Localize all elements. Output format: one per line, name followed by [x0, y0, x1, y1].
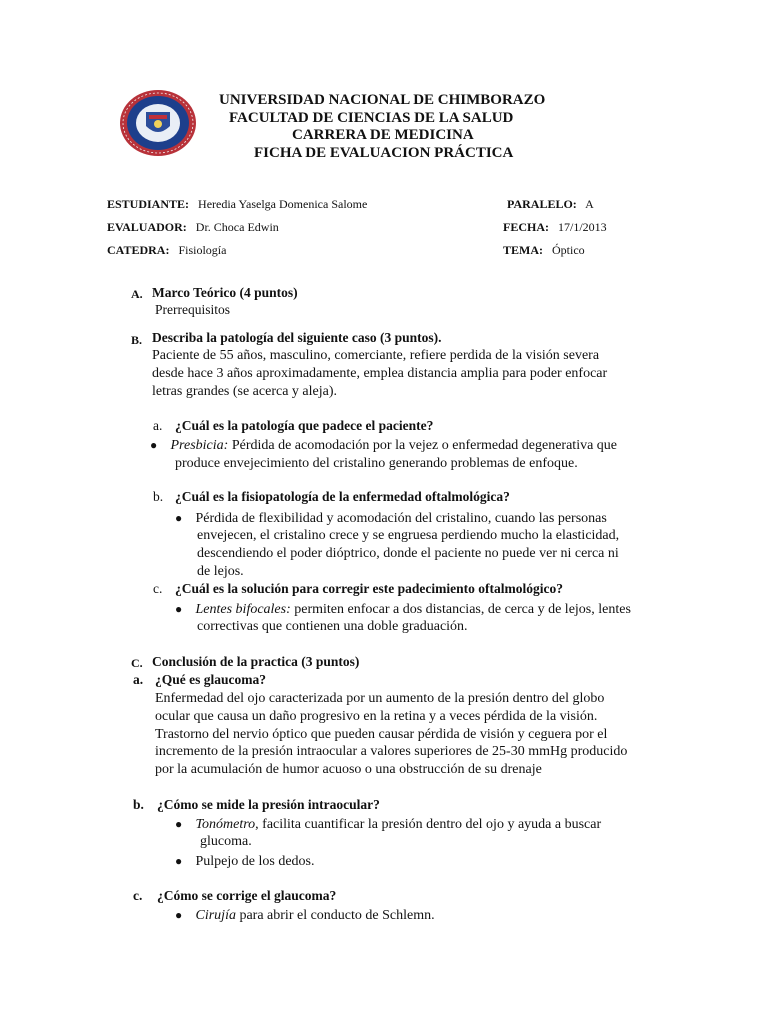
date-value: 17/1/2013 [558, 220, 607, 234]
question-c-marker: c. [153, 581, 163, 596]
conclusion-a-line: Trastorno del nervio óptico que pueden causar pérdida de visión y ceguera por el [155, 727, 608, 742]
header-form-title: FICHA DE EVALUACION PRÁCTICA [254, 145, 514, 161]
conclusion-b-item2: Pulpejo de los dedos. [195, 854, 315, 869]
section-c-title: Conclusión de la practica (3 puntos) [152, 654, 360, 669]
conclusion-a-line: por la acumulación de humor acuoso o una obstrucción de su drenaje [155, 762, 542, 777]
bullet-icon: ● [175, 908, 183, 922]
answer-a-line [150, 436, 617, 455]
question-b-text: ¿Cuál es la fisiopatología de la enfermedad oftalmológica? [175, 489, 510, 504]
conclusion-b-item-line2: glucoma. [200, 834, 252, 849]
section-a-title: Marco Teórico (4 puntos) [152, 285, 298, 300]
header-faculty: FACULTAD DE CIENCIAS DE LA SALUD [229, 110, 514, 126]
section-b-marker: B. [131, 333, 143, 347]
conclusion-a-line: Enfermedad del ojo caracterizada por un aumento de la presión dentro del globo [155, 691, 605, 706]
answer-b-line [175, 509, 607, 528]
bullet-icon: ● [175, 854, 183, 868]
section-a-text: Prerrequisitos [155, 302, 230, 317]
conclusion-c-rest: para abrir el conducto de Schlemn. [235, 908, 435, 923]
section-b-title: Describa la patología del siguiente caso (3 puntos). [152, 330, 442, 345]
evaluator-label: EVALUADOR: [107, 220, 187, 234]
section-b-case-line: desde hace 3 años aproximadamente, emplea distancia amplia para poder enfocar [152, 366, 608, 381]
course-value: Fisiología [178, 243, 227, 257]
header-career: CARRERA DE MEDICINA [292, 127, 474, 143]
conclusion-a-line: incremento de la presión intraocular a valores superiores de 25-30 mmHg producido [155, 744, 628, 759]
student-value: Heredia Yaselga Domenica Salome [198, 197, 368, 211]
section-a-marker: A. [131, 287, 143, 301]
course-row [107, 243, 226, 258]
conclusion-b-rest: , facilita cuantificar la presión dentro del ojo y ayuda a buscar [255, 817, 602, 832]
student-row [107, 197, 367, 212]
section-b-case-line: Paciente de 55 años, masculino, comerciante, refiere perdida de la visión severa [152, 348, 600, 363]
evaluator-value: Dr. Choca Edwin [195, 220, 279, 234]
section-c-marker: C. [131, 656, 143, 670]
bullet-icon: ● [175, 511, 183, 525]
section-b-case-line: letras grandes (se acerca y aleja). [152, 384, 337, 399]
conclusion-a-marker: a. [133, 672, 144, 687]
answer-c-line2: correctivas que contienen una doble graduación. [197, 619, 468, 634]
answer-a-rest: Pérdida de acomodación por la vejez o enfermedad degenerativa que [228, 438, 618, 453]
paralelo-label: PARALELO: [507, 197, 577, 211]
topic-value: Óptico [552, 243, 585, 257]
answer-b-text: Pérdida de flexibilidad y acomodación del cristalino, cuando las personas [195, 511, 607, 526]
conclusion-a-line: ocular que causa un daño progresivo en la retina y a veces pérdida de la visión. [155, 709, 598, 724]
conclusion-b-term: Tonómetro [195, 817, 256, 832]
conclusion-b-marker: b. [133, 797, 144, 812]
answer-a-term: Presbicia: [170, 438, 229, 453]
conclusion-b-item [175, 815, 601, 834]
topic-row [503, 243, 585, 258]
conclusion-c-question: ¿Cómo se corrige el glaucoma? [157, 888, 337, 903]
answer-c-line [175, 600, 631, 619]
bullet-icon: ● [175, 602, 183, 616]
answer-a-line2: produce envejecimiento del cristalino generando problemas de enfoque. [175, 456, 578, 471]
bullet-icon: ● [175, 817, 183, 831]
date-label: FECHA: [503, 220, 549, 234]
paralelo-value: A [585, 197, 594, 211]
university-seal-logo [118, 88, 198, 158]
question-a-text: ¿Cuál es la patología que padece el paciente? [175, 418, 434, 433]
paralelo-row [507, 197, 594, 212]
question-c-text: ¿Cuál es la solución para corregir este padecimiento oftalmológico? [175, 581, 563, 596]
question-b-marker: b. [153, 489, 164, 504]
topic-label: TEMA: [503, 243, 543, 257]
answer-c-term: Lentes bifocales: [195, 602, 291, 617]
conclusion-c-item [175, 906, 435, 925]
header-university: UNIVERSIDAD NACIONAL DE CHIMBORAZO [219, 92, 546, 108]
conclusion-c-marker: c. [133, 888, 143, 903]
conclusion-b-item [175, 852, 315, 871]
answer-b-line: de lejos. [197, 564, 244, 579]
course-label: CATEDRA: [107, 243, 170, 257]
conclusion-b-question: ¿Cómo se mide la presión intraocular? [157, 797, 380, 812]
question-a-marker: a. [153, 418, 163, 433]
answer-c-rest: permiten enfocar a dos distancias, de cerca y de lejos, lentes [290, 602, 631, 617]
date-row [503, 220, 607, 235]
conclusion-c-term: Cirujía [195, 908, 236, 923]
answer-b-line: envejecen, el cristalino crece y se engruesa perdiendo mucho la elasticidad, [197, 528, 620, 543]
conclusion-a-question: ¿Qué es glaucoma? [155, 672, 266, 687]
student-label: ESTUDIANTE: [107, 197, 190, 211]
evaluator-row [107, 220, 279, 235]
answer-b-line: descendiendo el poder dióptrico, donde el paciente no puede ver ni cerca ni [197, 546, 619, 561]
bullet-icon: ● [150, 438, 158, 452]
